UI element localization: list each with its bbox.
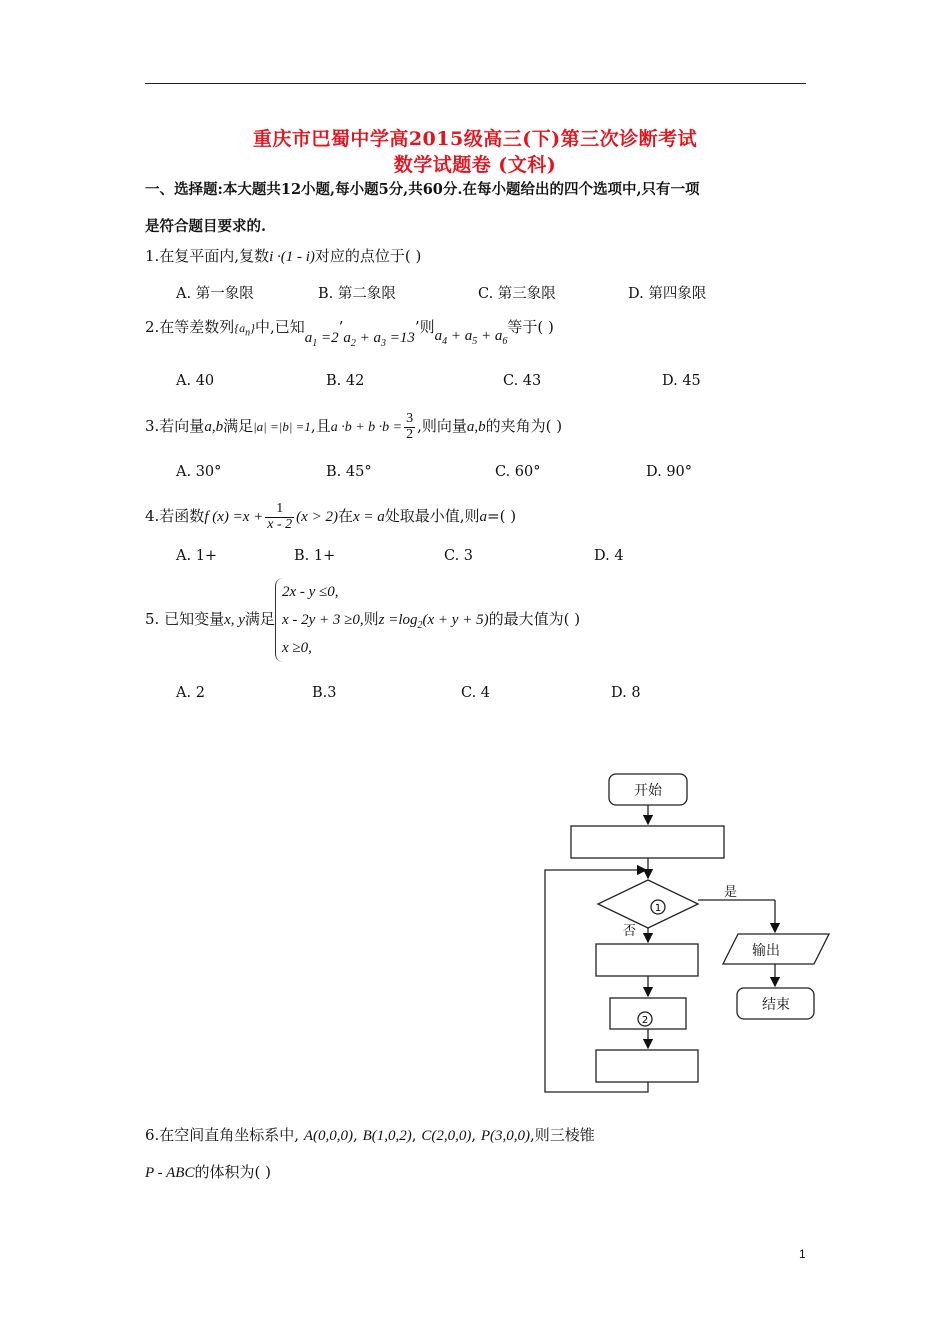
output-label: 输出	[752, 943, 780, 959]
q4-option-b: B. 1+	[294, 548, 336, 564]
q5-option-d: D. 8	[611, 685, 641, 701]
end-label: 结束	[762, 997, 790, 1013]
q3-option-c: C. 60°	[495, 464, 541, 480]
question-2: 2.在等差数列$\{a_n\}$中,已知$a_1$ $=2’a_2 + a_3 =13$’则$a_4 + a_5 + a_6$等于( )	[145, 318, 554, 349]
section-heading-line1: 一、选择题:本大题共12小题,每小题5分,共60分.在每小题给出的四个选项中,只有一项	[145, 181, 700, 198]
q1-option-a: A. 第一象限	[176, 286, 254, 302]
question-6-line2: P - ABC的体积为( )	[145, 1163, 271, 1181]
q4-option-c: C. 3	[444, 548, 474, 564]
q3-option-d: D. 90°	[646, 464, 693, 480]
no-label: 否	[623, 924, 637, 939]
q1-option-d: D. 第四象限	[628, 286, 707, 302]
q4-option-d: D. 4	[594, 548, 624, 564]
process-box-1	[596, 944, 698, 976]
q2-option-c: C. 43	[503, 373, 542, 389]
question-4: 4.若函数f (x) =x + $\frac{1}{x - 2}$ (x > 2)在x = a处取最小值,则a=( )	[145, 500, 517, 532]
q3-option-a: A. 30°	[176, 464, 222, 480]
question-3: 3.若向量a,b满足|a| =|b| =1,且a ·b + b ·b = $\frac{3}{2}$ ,则向量a,b的夹角为( )	[145, 410, 563, 442]
condition-marker: 1	[654, 903, 662, 914]
step-marker: 2	[641, 1015, 649, 1026]
yes-label: 是	[724, 885, 738, 900]
q3-option-b: B. 45°	[326, 464, 372, 480]
q4-option-a: A. 1+	[176, 548, 218, 564]
q5-option-a: A. 2	[176, 685, 205, 701]
question-6-line1: 6.在空间直角坐标系中, A(0,0,0), B(1,0,2), C(2,0,0), P(3,0,0),则三棱锥	[145, 1126, 595, 1144]
init-box	[571, 826, 724, 858]
q3-fraction: $\frac{3}{2}$	[406, 410, 414, 442]
q1-option-b: B. 第二象限	[318, 286, 396, 302]
q2-option-a: A. 40	[176, 373, 215, 389]
constraint-system: 2x - y ≤0, x - 2y + 3 ≥0, x ≥0,	[275, 578, 364, 662]
q2-option-d: D. 45	[662, 373, 701, 389]
question-1: 1.在复平面内,复数i ·(1 - i)对应的点位于( )	[145, 247, 422, 265]
decision-diamond	[598, 880, 698, 928]
exam-title: 重庆市巴蜀中学高2015级高三(下)第三次诊断考试	[252, 128, 698, 150]
start-label: 开始	[634, 783, 662, 799]
exam-subtitle: 数学试题卷 (文科)	[393, 154, 557, 176]
q5-option-b: B.3	[312, 685, 337, 701]
process-box-3	[596, 1050, 698, 1082]
page-number: 1	[799, 1247, 806, 1261]
section-heading-line2: 是符合题目要求的.	[145, 218, 267, 235]
q4-fraction: $\frac{1}{x - 2}$	[267, 500, 293, 532]
q2-option-b: B. 42	[326, 373, 365, 389]
q1-option-c: C. 第三象限	[478, 286, 556, 302]
question-5: 5. 已知变量x, y满足 2x - y ≤0, x - 2y + 3 ≥0, x ≥0, 则$z =\log_2(x + y + 5)$的最大值为( )	[145, 578, 580, 662]
q5-option-c: C. 4	[461, 685, 491, 701]
